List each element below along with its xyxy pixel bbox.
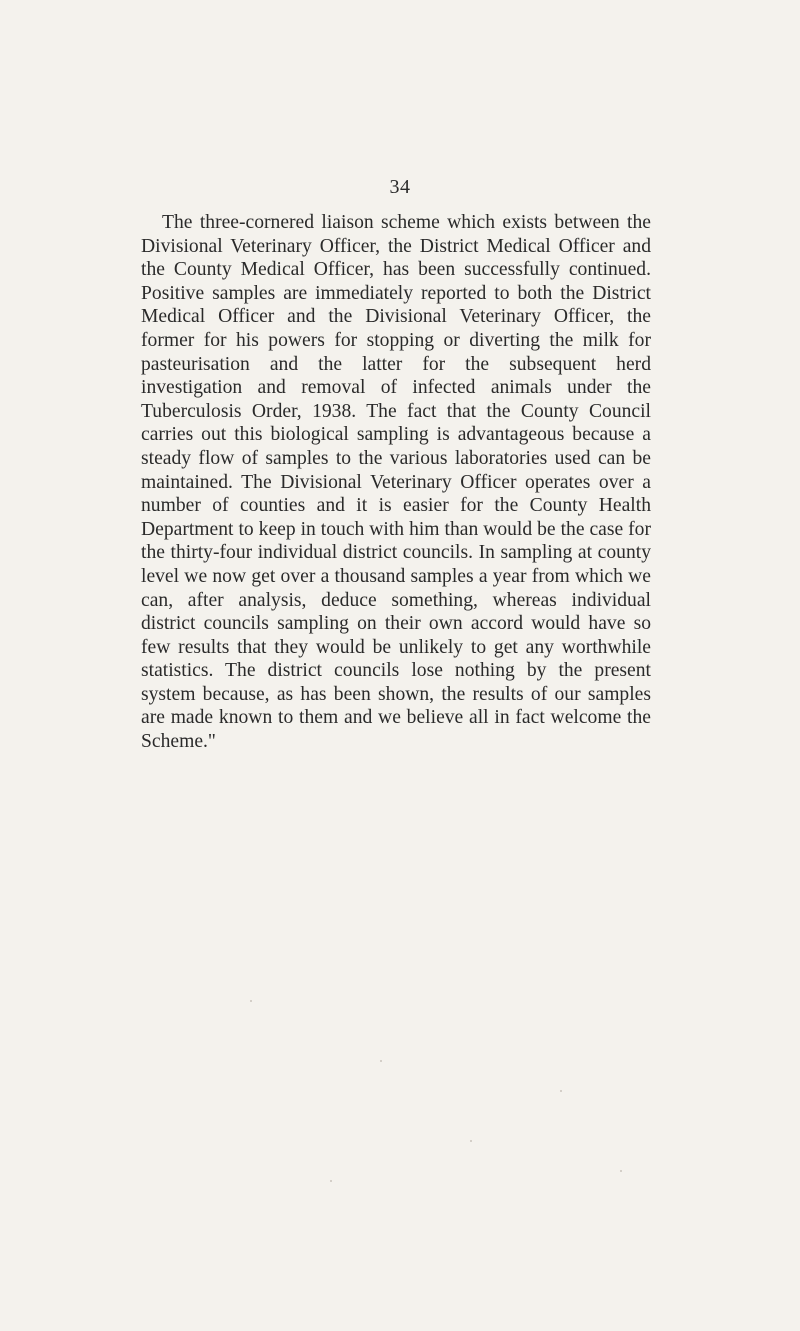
scan-speck [560,1090,562,1092]
scan-speck [620,1170,622,1172]
scan-speck [330,1180,332,1182]
scan-speck [380,1060,382,1062]
page-number: 34 [389,176,411,198]
scan-speck [470,1140,472,1142]
body-paragraph: The three-cornered liaison scheme which exists between the Divisional Veterinary Officer, the District Medical Officer and the County Medical Officer, has been successfully continued. Positive samples are immediately reported to both the District Medical Officer and the Divisional Veterinary Officer, the former for his powers for stopping or diverting the milk for pasteurisation and the latter for the subsequent herd investigation and removal of infected animals under the Tuberculosis Order, 1938. The fact that the County Council carries out this biological sampling is advantageous because a steady flow of samples to the various laboratories used can be maintained. The Divisional Veterinary Officer operates over a number of counties and it is easier for the County Health Department to keep in touch with him than would be the case for the thirty-four individual district councils. In sampling at county level we now get over a thousand samples a year from which we can, after analysis, deduce something, whereas individual district councils sampling on their own accord would have so few results that they would be unlikely to get any worthwhile statistics. The district councils lose nothing by the present system because, as has been shown, the results of our samples are made known to them and we believe all in fact welcome the Scheme." [141,212,651,753]
scan-speck [250,1000,252,1002]
